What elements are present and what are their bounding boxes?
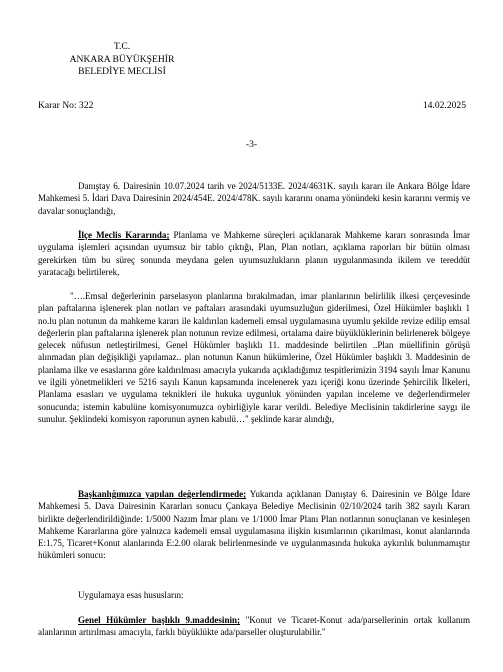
paragraph-genel-hukumler-body: "Konut ve Ticaret-Konut ada/parsellerinin ortak kullanım alanlarının artırılması amacıyla, farklı büyüklükte ada/parseller oluşturulabilir." [38, 615, 470, 638]
decision-date: 14.02.2025 [422, 100, 466, 111]
header-tc: T.C. [113, 41, 131, 52]
header-council: BELEDİYE MECLİSİ [78, 66, 166, 77]
paragraph-baskanlik-lead: Başkanlığımızca yapılan değerlendirmede; [78, 489, 247, 499]
paragraph-danistay: Danıştay 6. Dairesinin 10.07.2024 tarih ve 2024/5133E. 2024/4631K. sayılı kararı ile Ankara Bölge İdare Mahkemesi 5. İdari Dava Dairesinin 2024/454E. 2024/478K. sayılı kararını onama yönündeki kesin kararını vermiş ve davalar sonuçlandığı, [38, 181, 470, 216]
header-municipality: ANKARA BÜYÜKŞEHİR [69, 53, 175, 65]
paragraph-ilce-meclis-body: Planlama ve Mahkeme süreçleri açıklanarak Mahkeme kararı sonrasında İmar uygulama işlemleri açısından uyumsuz bir tablo çıktığı, Plan, Plan notları, açıklama raporları bir bütün olması gerekirken tüm bu süreç sonunda meydana gelen uyumsuzlukların planın uygulanmasında ikilem ve tereddüt yaratacağı belirtilerek, [38, 230, 471, 277]
paragraph-baskanlik [38, 488, 470, 562]
paragraph-uygulama: Uygulamaya esas hususların: [78, 590, 184, 600]
paragraph-genel-hukumler-lead: Genel Hükümler başlıklı 9.maddesinin; [78, 615, 241, 625]
paragraph-baskanlik-body: Yukarıda açıklanan Danıştay 6. Dairesinin ve Bölge İdare Mahkemesi 5. Dava Dairesinin Kararları sonucu Çankaya Belediye Meclisinin 02/10/2024 tarih 382 sayılı Kararı birlikte değerlendirildiğinde: 1/5000 Nazım İmar planı ve 1/1000 İmar Planı Plan notlarının sonuçlanan ve kesinleşen Mahkeme Kararlarına göre yalnızca kademeli emsal uygulamasına ilişkin kısımlarının çıkarılması, konut alanlarında E:1.75, Ticaret+Konut alanlarında E:2.00 olarak belirlenmesinde ve uygulanmasında hukuka aykırılık bulunmamıştır hükümleri sonucu: [38, 489, 470, 561]
paragraph-commission-quote: "….Emsal değerlerinin parselasyon planlarına bırakılmadan, imar planlarının belirlilik ilkesi çerçevesinde plan paftalarına işlenerek plan notları ve paftaları arasındaki uyumsuzluğun giderilmesi, Özel Hükümler başlıklı 1 no.lu plan notunun da mahkeme kararı ile kaldırılan kademeli emsal uygulamasına uyumlu şekilde revize edilip emsal değerlerin plan paftalarına işlenerek plan notunun revize edilmesi, ortalama daire büyüklüklerinin belirlenerek bölgeye gelecek nüfusun netleştirilmesi, Genel Hükümler başlıklı 11. maddesinde belirtilen ..Plan müellifinin görüşü alınmadan plan değişikliği yapılamaz.. plan notunun Kanun hükümlerine, Özel Hükümler başlıklı 3. Maddesinin de planlama ilke ve esaslarına göre kaldırılması amacıyla yukarıda açıkladığımız tespitlerimizin 3194 sayılı İmar Kanunu ve ilgili yönetmelikleri ve 5216 sayılı Kanun kapsamında incelenerek yazı içeriği konu üzerinde Şehircilik İlkeleri, Planlama esasları ve uygulama teknikleri ile hukuka uygunluk yönünden yapılan inceleme ve değerlendirmeler sonucunda; istemin kabulüne komisyonumuzca oybirliğiyle karar verildi. Belediye Meclisinin takdirlerine saygı ile sunulur. Şeklindeki komisyon raporunun aynen kabulü…" şeklinde karar alındığı, [38, 291, 470, 424]
paragraph-ilce-meclis [38, 229, 470, 278]
paragraph-ilce-meclis-lead: İlçe Meclis Kararında; [78, 230, 170, 240]
document-header [60, 41, 184, 79]
page-number: -3- [245, 139, 258, 150]
paragraph-genel-hukumler [38, 614, 470, 639]
decision-number: Karar No: 322 [38, 100, 94, 111]
